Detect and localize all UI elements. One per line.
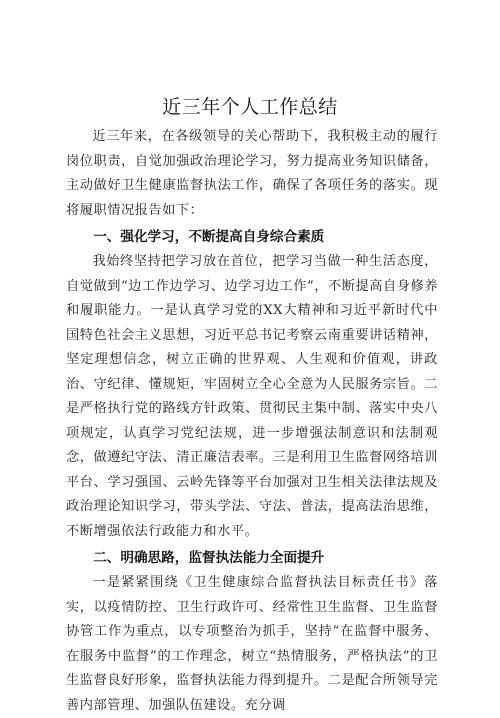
section-heading-2: 二、明确思路，监督执法能力全面提升	[93, 550, 325, 566]
section-paragraph-2: 一是紧紧围绕《卫生健康综合监督执法目标责任书》落实，以疫情防控、卫生行政许可、经常性卫生监督、卫生监督协管工作为重点，以专项整治为抓手，坚持“在监督中服务、在服务中监督”的工作理念，树立“热情服务，严格执法”的卫生监督良好形象，监督执法能力得到提升。二是配合所领导完善内部管理、加强队伍建设。充分调	[66, 575, 438, 713]
section-heading-1: 一、强化学习，不断提高自身综合素质	[93, 229, 325, 245]
intro-paragraph: 近三年来，在各级领导的关心帮助下，我积极主动的履行岗位职责，自觉加强政治理论学习，努力提高业务知识储备，主动做好卫生健康监督执法工作，确保了各项任务的落实。现将履职情况报告如下：	[66, 129, 438, 218]
document-title: 近三年个人工作总结	[162, 96, 338, 118]
document-body	[66, 125, 438, 718]
section-paragraph-1: 我始终坚持把学习放在首位，把学习当做一种生活态度，自觉做到“边工作边学习、边学习边工作”，不断提高自身修养和履职能力。一是认真学习党的XX大精神和习近平新时代中国特色社会主义思想，习近平总书记考察云南重要讲话精神，坚定理想信念，树立正确的世界观、人生观和价值观，讲政治、守纪律、懂规矩，牢固树立全心全意为人民服务宗旨。二是严格执行党的路线方针政策、贯彻民主集中制、落实中央八项规定，认真学习党纪法规，进一步增强法制意识和法制观念，做遵纪守法、清正廉洁表率。三是利用卫生监督网络培训平台、学习强国、云岭先锋等平台加强对卫生相关法律法规及政治理论知识学习，带头学法、守法、普法，提高法治思维，不断增强依法行政能力和水平。	[66, 254, 438, 539]
